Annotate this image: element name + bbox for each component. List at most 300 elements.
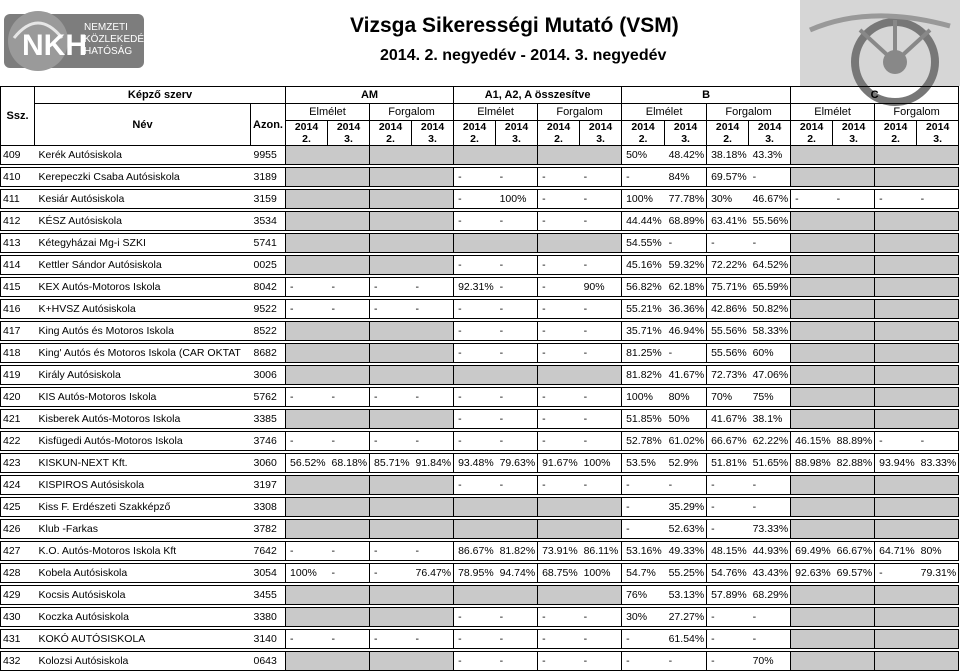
value-cell: 68.89%	[665, 212, 707, 231]
value-cell: -	[454, 410, 496, 429]
table-row	[1, 322, 959, 341]
value-cell: -	[286, 630, 328, 649]
value-cell: -	[833, 190, 875, 209]
value-cell	[328, 322, 370, 341]
value-cell: -	[875, 190, 917, 209]
row-name: Király Autósiskola	[35, 366, 251, 385]
row-ssz: 417	[1, 322, 35, 341]
value-cell	[875, 278, 917, 297]
value-cell	[412, 366, 454, 385]
col-nev: Név	[35, 104, 251, 146]
year-label: 2014	[631, 121, 655, 133]
row-name: KISKUN-NEXT Kft.	[35, 454, 251, 473]
row-ssz: 409	[1, 146, 35, 165]
value-cell	[833, 212, 875, 231]
value-cell: -	[454, 344, 496, 363]
value-cell: -	[454, 608, 496, 627]
value-cell: 59.32%	[665, 256, 707, 275]
value-cell: -	[328, 300, 370, 319]
quarter-label: 2.	[638, 133, 648, 145]
value-cell: -	[454, 322, 496, 341]
value-cell: -	[370, 300, 412, 319]
value-cell: -	[917, 432, 959, 451]
quarter-label: 3.	[344, 133, 353, 145]
value-cell: -	[370, 278, 412, 297]
row-azon: 3380	[251, 608, 286, 627]
value-cell: 38.1%	[749, 410, 791, 429]
table-row	[1, 278, 959, 297]
value-cell: -	[580, 344, 622, 363]
value-cell: 44.93%	[749, 542, 791, 561]
year-label: 2014	[715, 121, 740, 133]
value-cell: -	[791, 190, 833, 209]
row-azon: 3746	[251, 432, 286, 451]
value-cell: -	[538, 168, 580, 187]
row-azon: 3189	[251, 168, 286, 187]
value-cell	[412, 586, 454, 605]
value-cell	[370, 190, 412, 209]
value-cell	[917, 344, 959, 363]
value-cell: 70%	[707, 388, 749, 407]
value-cell: -	[412, 630, 454, 649]
value-cell	[328, 476, 370, 495]
value-cell: 68.29%	[749, 586, 791, 605]
value-cell	[370, 234, 412, 253]
value-cell: 86.67%	[454, 542, 496, 561]
value-cell	[328, 190, 370, 209]
value-cell: 51.65%	[749, 454, 791, 473]
value-cell: -	[749, 234, 791, 253]
value-cell: -	[496, 168, 538, 187]
value-cell: 51.81%	[707, 454, 749, 473]
row-name: Koczka Autósiskola	[35, 608, 251, 627]
value-cell	[875, 476, 917, 495]
year-label: 2014	[757, 121, 782, 133]
row-azon: 3455	[251, 586, 286, 605]
value-cell	[370, 256, 412, 275]
value-cell: -	[538, 190, 580, 209]
value-cell: 92.63%	[791, 564, 833, 583]
row-name: Kerepeczki Csaba Autósiskola	[35, 168, 251, 187]
value-cell: -	[917, 190, 959, 209]
value-cell: 75.71%	[707, 278, 749, 297]
row-name: Kocsis Autósiskola	[35, 586, 251, 605]
value-cell	[328, 344, 370, 363]
wheel-decoration-icon	[800, 0, 960, 86]
value-cell	[833, 322, 875, 341]
value-cell: 77.78%	[665, 190, 707, 209]
value-cell	[328, 410, 370, 429]
value-cell: -	[538, 388, 580, 407]
value-cell	[286, 652, 328, 671]
value-cell: 72.73%	[707, 366, 749, 385]
value-cell	[917, 410, 959, 429]
value-cell	[875, 300, 917, 319]
value-cell	[833, 366, 875, 385]
value-cell	[875, 212, 917, 231]
year-label: 2014	[462, 121, 487, 133]
value-cell	[833, 608, 875, 627]
value-cell: -	[286, 278, 328, 297]
value-cell: -	[328, 278, 370, 297]
value-cell	[833, 300, 875, 319]
row-ssz: 421	[1, 410, 35, 429]
quarter-header	[707, 121, 749, 146]
value-cell: -	[328, 564, 370, 583]
value-cell	[791, 608, 833, 627]
value-cell: 30%	[622, 608, 665, 627]
row-ssz: 412	[1, 212, 35, 231]
value-cell: 85.71%	[370, 454, 412, 473]
value-cell: -	[707, 520, 749, 539]
row-name: Kerék Autósiskola	[35, 146, 251, 165]
value-cell: -	[496, 630, 538, 649]
value-cell: 61.54%	[665, 630, 707, 649]
value-cell: 80%	[665, 388, 707, 407]
value-cell	[791, 256, 833, 275]
group-b: B	[622, 87, 791, 104]
value-cell	[328, 168, 370, 187]
value-cell	[580, 234, 622, 253]
value-cell: -	[496, 212, 538, 231]
value-cell: -	[707, 234, 749, 253]
value-cell	[833, 476, 875, 495]
value-cell: 100%	[580, 454, 622, 473]
quarter-header	[496, 121, 538, 146]
value-cell	[875, 520, 917, 539]
value-cell: 55.56%	[749, 212, 791, 231]
value-cell	[496, 498, 538, 517]
value-cell: 88.98%	[791, 454, 833, 473]
quarter-header	[833, 121, 875, 146]
value-cell: 53.16%	[622, 542, 665, 561]
value-cell	[370, 586, 412, 605]
group-c: C	[791, 87, 959, 104]
value-cell: -	[454, 432, 496, 451]
value-cell	[917, 146, 959, 165]
year-label: 2014	[799, 121, 824, 133]
value-cell: -	[749, 168, 791, 187]
value-cell	[412, 652, 454, 671]
value-cell: -	[707, 652, 749, 671]
value-cell: 54.7%	[622, 564, 665, 583]
year-label: 2014	[420, 121, 445, 133]
value-cell	[286, 366, 328, 385]
value-cell	[833, 146, 875, 165]
value-cell	[833, 168, 875, 187]
value-cell: 100%	[622, 190, 665, 209]
value-cell	[538, 520, 580, 539]
value-cell	[370, 608, 412, 627]
row-ssz: 427	[1, 542, 35, 561]
value-cell	[833, 234, 875, 253]
value-cell: -	[412, 542, 454, 561]
value-cell	[580, 498, 622, 517]
value-cell	[833, 388, 875, 407]
value-cell: -	[538, 630, 580, 649]
value-cell	[833, 410, 875, 429]
value-cell	[370, 322, 412, 341]
value-cell	[286, 234, 328, 253]
value-cell: 79.31%	[917, 564, 959, 583]
value-cell: -	[749, 608, 791, 627]
value-cell	[580, 366, 622, 385]
row-azon: 3140	[251, 630, 286, 649]
value-cell	[580, 146, 622, 165]
quarter-label: 2.	[807, 133, 816, 145]
value-cell	[917, 498, 959, 517]
value-cell	[791, 212, 833, 231]
quarter-label: 3.	[765, 133, 774, 145]
year-label: 2014	[673, 121, 698, 133]
value-cell: -	[496, 300, 538, 319]
quarter-header	[286, 121, 328, 146]
value-cell: -	[286, 388, 328, 407]
subgroup-forgalom: Forgalom	[707, 104, 791, 121]
value-cell: -	[538, 344, 580, 363]
value-cell	[286, 344, 328, 363]
value-cell	[370, 212, 412, 231]
table-row	[1, 344, 959, 363]
value-cell: 41.67%	[707, 410, 749, 429]
quarter-label: 3.	[849, 133, 858, 145]
value-cell: 57.89%	[707, 586, 749, 605]
value-cell	[328, 212, 370, 231]
value-cell: -	[580, 212, 622, 231]
value-cell	[538, 498, 580, 517]
value-cell: 46.94%	[665, 322, 707, 341]
row-name: K+HVSZ Autósiskola	[35, 300, 251, 319]
value-cell	[917, 608, 959, 627]
row-ssz: 420	[1, 388, 35, 407]
value-cell	[328, 366, 370, 385]
value-cell: 82.88%	[833, 454, 875, 473]
value-cell	[370, 146, 412, 165]
table-row	[1, 586, 959, 605]
value-cell	[791, 278, 833, 297]
value-cell: -	[707, 630, 749, 649]
value-cell	[791, 388, 833, 407]
row-azon: 3060	[251, 454, 286, 473]
value-cell: 52.78%	[622, 432, 665, 451]
value-cell	[328, 256, 370, 275]
value-cell: 43.3%	[749, 146, 791, 165]
row-azon: 3385	[251, 410, 286, 429]
value-cell: 42.86%	[707, 300, 749, 319]
value-cell: 53.13%	[665, 586, 707, 605]
value-cell: -	[496, 476, 538, 495]
value-cell	[833, 520, 875, 539]
value-cell: 86.11%	[580, 542, 622, 561]
value-cell: 55.56%	[707, 344, 749, 363]
value-cell: -	[328, 432, 370, 451]
value-cell: 49.33%	[665, 542, 707, 561]
value-cell: 50.82%	[749, 300, 791, 319]
value-cell	[286, 608, 328, 627]
value-cell	[286, 212, 328, 231]
quarter-label: 2.	[386, 133, 395, 145]
value-cell: 78.95%	[454, 564, 496, 583]
value-cell: -	[580, 476, 622, 495]
value-cell: 93.94%	[875, 454, 917, 473]
table-row	[1, 454, 959, 473]
col-azon: Azon.	[251, 104, 286, 146]
row-name: Kiss F. Erdészeti Szakképző	[35, 498, 251, 517]
value-cell	[833, 652, 875, 671]
value-cell: -	[496, 432, 538, 451]
value-cell: -	[665, 652, 707, 671]
quarter-label: 2.	[470, 133, 479, 145]
row-ssz: 415	[1, 278, 35, 297]
value-cell: -	[580, 410, 622, 429]
value-cell	[791, 586, 833, 605]
logo-acronym: NKH	[22, 29, 87, 62]
value-cell	[370, 476, 412, 495]
row-name: Kisberek Autós-Motoros Iskola	[35, 410, 251, 429]
value-cell	[875, 256, 917, 275]
value-cell	[496, 146, 538, 165]
value-cell: 100%	[286, 564, 328, 583]
value-cell: 80%	[917, 542, 959, 561]
value-cell	[496, 234, 538, 253]
value-cell: 79.63%	[496, 454, 538, 473]
value-cell: 56.52%	[286, 454, 328, 473]
value-cell: 54.76%	[707, 564, 749, 583]
value-cell	[833, 498, 875, 517]
value-cell	[875, 498, 917, 517]
value-cell: 84%	[665, 168, 707, 187]
svg-text:NEMZETI: NEMZETI	[84, 22, 128, 33]
row-azon: 3006	[251, 366, 286, 385]
value-cell: 63.41%	[707, 212, 749, 231]
value-cell: -	[454, 168, 496, 187]
value-cell	[917, 652, 959, 671]
value-cell	[833, 344, 875, 363]
value-cell	[328, 234, 370, 253]
subgroup-elmelet: Elmélet	[622, 104, 707, 121]
value-cell	[412, 520, 454, 539]
row-name: KIS Autós-Motoros Iskola	[35, 388, 251, 407]
table-row	[1, 608, 959, 627]
value-cell: -	[538, 322, 580, 341]
col-kepzo-szerv: Képző szerv	[35, 87, 286, 104]
value-cell	[412, 168, 454, 187]
quarter-header	[454, 121, 496, 146]
row-ssz: 428	[1, 564, 35, 583]
value-cell: -	[580, 256, 622, 275]
value-cell	[791, 476, 833, 495]
value-cell: -	[496, 410, 538, 429]
value-cell	[328, 498, 370, 517]
value-cell: 88.89%	[833, 432, 875, 451]
year-label: 2014	[546, 121, 571, 133]
value-cell: -	[412, 300, 454, 319]
table-row	[1, 256, 959, 275]
quarter-header	[665, 121, 707, 146]
value-cell	[791, 652, 833, 671]
table-row	[1, 542, 959, 561]
value-cell	[286, 410, 328, 429]
value-cell: 46.15%	[791, 432, 833, 451]
value-cell: -	[875, 564, 917, 583]
table-header	[1, 87, 959, 146]
subgroup-forgalom: Forgalom	[538, 104, 622, 121]
row-ssz: 419	[1, 366, 35, 385]
row-azon: 3197	[251, 476, 286, 495]
value-cell: 93.48%	[454, 454, 496, 473]
row-ssz: 410	[1, 168, 35, 187]
value-cell	[791, 168, 833, 187]
value-cell	[454, 498, 496, 517]
value-cell: -	[665, 476, 707, 495]
value-cell: 51.85%	[622, 410, 665, 429]
row-name: KOKÓ AUTÓSISKOLA	[35, 630, 251, 649]
row-azon: 3534	[251, 212, 286, 231]
value-cell: 46.67%	[749, 190, 791, 209]
value-cell: -	[538, 410, 580, 429]
value-cell	[875, 388, 917, 407]
value-cell: -	[370, 564, 412, 583]
value-cell: -	[580, 432, 622, 451]
value-cell	[875, 168, 917, 187]
quarter-header	[538, 121, 580, 146]
value-cell	[917, 322, 959, 341]
value-cell	[875, 234, 917, 253]
value-cell: -	[707, 608, 749, 627]
value-cell	[328, 586, 370, 605]
value-cell	[538, 366, 580, 385]
value-cell	[370, 498, 412, 517]
page-title: Vizsga Sikerességi Mutató (VSM)	[350, 14, 679, 37]
table-row	[1, 498, 959, 517]
value-cell: 30%	[707, 190, 749, 209]
value-cell: 50%	[622, 146, 665, 165]
value-cell: -	[286, 432, 328, 451]
row-name: Klub -Farkas	[35, 520, 251, 539]
value-cell: 76%	[622, 586, 665, 605]
value-cell: -	[875, 432, 917, 451]
value-cell: 73.91%	[538, 542, 580, 561]
group-am: AM	[286, 87, 454, 104]
value-cell	[791, 410, 833, 429]
value-cell	[454, 234, 496, 253]
value-cell: 81.82%	[496, 542, 538, 561]
value-cell: -	[454, 212, 496, 231]
value-cell	[791, 234, 833, 253]
value-cell	[370, 520, 412, 539]
value-cell: -	[580, 608, 622, 627]
quarter-header	[412, 121, 454, 146]
value-cell: 91.84%	[412, 454, 454, 473]
value-cell	[412, 190, 454, 209]
value-cell	[412, 344, 454, 363]
quarter-label: 2.	[723, 133, 732, 145]
value-cell: 66.67%	[707, 432, 749, 451]
row-azon: 0643	[251, 652, 286, 671]
row-name: KISPIROS Autósiskola	[35, 476, 251, 495]
value-cell	[286, 190, 328, 209]
value-cell: 55.25%	[665, 564, 707, 583]
row-name: Kobela Autósiskola	[35, 564, 251, 583]
value-cell	[875, 322, 917, 341]
value-cell: 60%	[749, 344, 791, 363]
value-cell	[791, 498, 833, 517]
value-cell: 100%	[496, 190, 538, 209]
value-cell	[496, 586, 538, 605]
subgroup-elmelet: Elmélet	[286, 104, 370, 121]
quarter-header	[622, 121, 665, 146]
page-header	[0, 0, 960, 86]
